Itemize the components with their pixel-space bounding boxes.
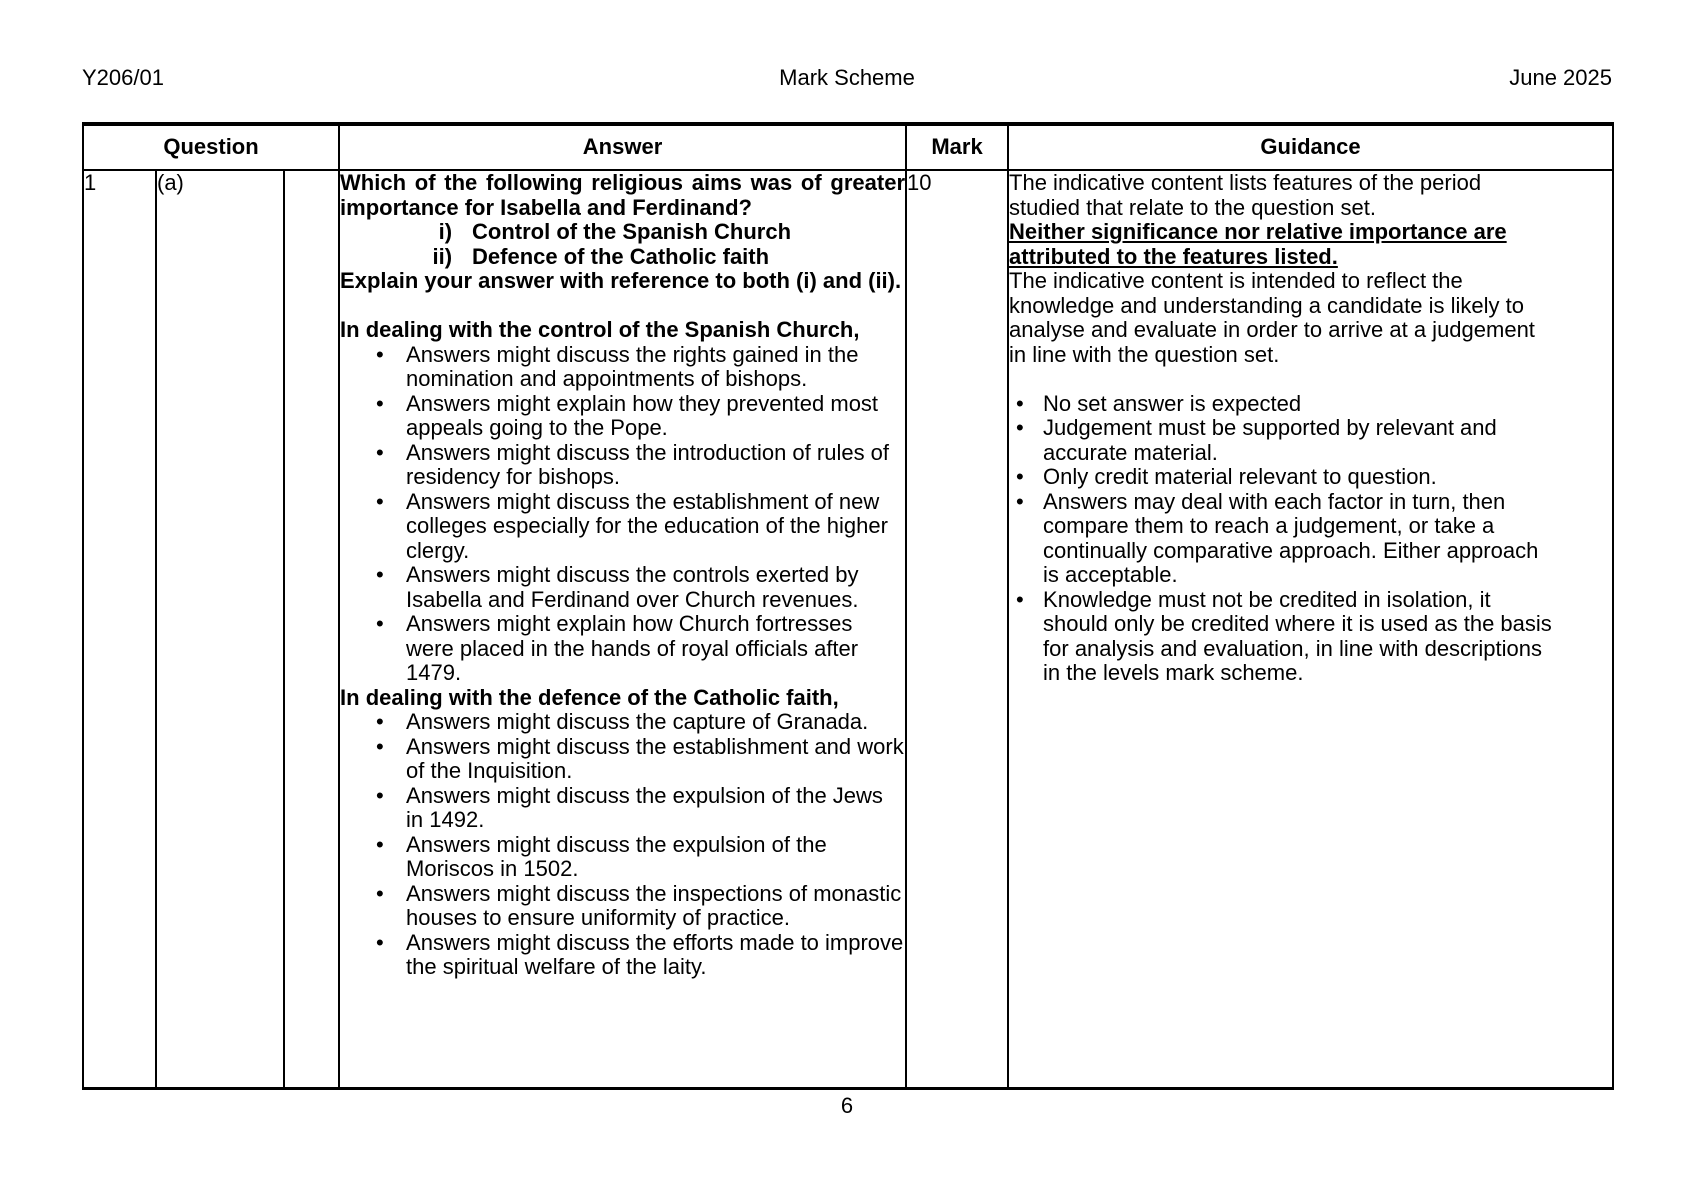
bullet-item: • No set answer is expected [1009,392,1554,417]
page-number: 6 [840,1093,854,1118]
bullet-item: • Judgement must be supported by relevant and accurate material. [1009,416,1554,465]
bullet-item: • Knowledge must not be credited in isolation, it should only be credited where it is used as the basis for analysis and evaluation, in line with descriptions in the levels mark scheme. [1009,588,1554,686]
bullet-item: • Answers might discuss the establishment of new colleges especially for the education of the higher clergy. [340,490,905,564]
bullet-item: • Answers might discuss the rights gained in the nomination and appointments of bishops. [340,343,905,392]
guidance-list [1009,392,1554,686]
column-header-answer: Answer [339,124,906,170]
bullet-item: • Answers may deal with each factor in turn, then compare them to reach a judgement, or take a continually comparative approach. Either approach is acceptable. [1009,490,1554,588]
page-header [82,66,1612,91]
table-header-row [83,124,1613,170]
column-header-question: Question [83,124,339,170]
document-code: Y206/01 [82,65,164,90]
guidance-cell [1008,170,1613,1089]
bullet-item: • Answers might discuss the capture of Granada. [340,710,905,735]
document-title: Mark Scheme [779,65,915,90]
question-option [340,220,905,245]
column-header-mark: Mark [906,124,1008,170]
bullet-item: • Answers might explain how they prevented most appeals going to the Pope. [340,392,905,441]
exam-session: June 2025 [1509,65,1612,90]
mark-scheme-table [82,122,1614,1090]
question-number-cell: 1 [83,170,156,1089]
bullet-item: • Answers might discuss the establishment and work of the Inquisition. [340,735,905,784]
section-heading: In dealing with the control of the Spanish Church, [340,317,860,342]
question-part-cell: (a) [156,170,284,1089]
guidance-emphasis: Neither significance nor relative importance are attributed to the features listed. [1009,219,1507,269]
bullet-item: • Answers might explain how Church fortresses were placed in the hands of royal officials after 1479. [340,612,905,686]
spacer [340,294,905,319]
indicative-content-list [340,710,905,980]
bullet-item: • Only credit material relevant to question. [1009,465,1554,490]
bullet-item: • Answers might discuss the introduction of rules of residency for bishops. [340,441,905,490]
bullet-item: • Answers might discuss the expulsion of the Jews in 1492. [340,784,905,833]
guidance-body: The indicative content is intended to reflect the knowledge and understanding a candidate is likely to analyse and evaluate in order to arrive at a judgement in line with the question set. [1009,268,1535,367]
mark-cell: 10 [906,170,1008,1089]
question-subpart-cell [284,170,339,1089]
option-text: Control of the Spanish Church [472,219,792,244]
guidance-intro: The indicative content lists features of the period studied that relate to the question set. [1009,170,1482,220]
table-row [83,170,1613,1089]
question-intro-text: Which of the following religious aims was of greater importance for Isabella and Ferdinand? [340,170,906,220]
indicative-content-list [340,343,905,686]
question-outro-text: Explain your answer with reference to both (i) and (ii). [340,268,902,293]
section-heading: In dealing with the defence of the Catholic faith, [340,684,839,710]
option-text: Defence of the Catholic faith [472,243,770,269]
guidance-content [1009,171,1554,686]
question-option [340,245,905,270]
option-label: ii) [432,243,453,269]
spacer [1009,367,1554,392]
bullet-item: • Answers might discuss the controls exerted by Isabella and Ferdinand over Church revenues. [340,563,905,612]
column-header-guidance: Guidance [1008,124,1613,170]
option-label: i) [438,219,453,244]
bullet-item: • Answers might discuss the efforts made to improve the spiritual welfare of the laity. [340,931,905,980]
bullet-item: • Answers might discuss the inspections of monastic houses to ensure uniformity of practice. [340,882,905,931]
bullet-item: • Answers might discuss the expulsion of the Moriscos in 1502. [340,833,905,882]
answer-cell [339,170,906,1089]
